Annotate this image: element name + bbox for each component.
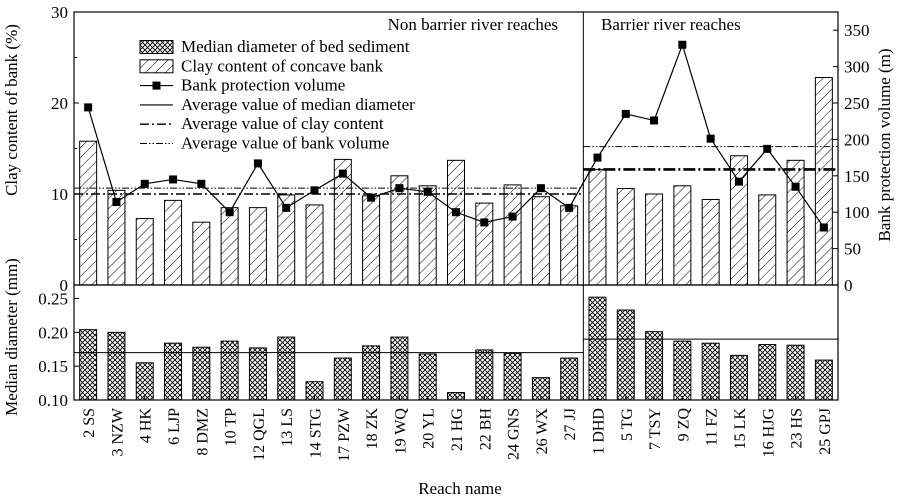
- legend-item: [140, 114, 384, 133]
- median-diameter-bar: [391, 337, 408, 400]
- x-tick-label: 10 TP: [222, 408, 240, 447]
- bank-volume-point: [480, 218, 488, 226]
- clay-bar: [589, 169, 606, 285]
- bank-volume-point: [593, 154, 601, 162]
- clay-bar: [80, 141, 97, 285]
- bank-volume-point: [367, 194, 375, 202]
- bank-volume-point: [395, 184, 403, 192]
- legend-item: [140, 37, 410, 56]
- bank-volume-point: [169, 175, 177, 183]
- left-tick-label: 30: [51, 3, 68, 22]
- bank-volume-point: [678, 41, 686, 49]
- bottom-tick-label: 0.15: [38, 357, 68, 377]
- bank-volume-point: [820, 223, 828, 231]
- clay-bar: [193, 222, 210, 285]
- right-tick-label: 350: [844, 21, 870, 41]
- x-tick-label: 11 FZ: [703, 408, 721, 447]
- clay-bar: [419, 186, 436, 285]
- clay-bar: [646, 194, 663, 285]
- legend-swatch: [140, 41, 173, 54]
- clay-bar: [532, 197, 549, 285]
- bottom-axis-label: Median diameter (mm): [2, 258, 21, 416]
- barrier-group-label: Barrier river reaches: [601, 15, 741, 34]
- bank-volume-point: [537, 184, 545, 192]
- x-tick-label: 21 HG: [449, 408, 466, 452]
- x-axis-label: Reach name: [418, 479, 502, 498]
- clay-bar: [165, 200, 182, 285]
- x-tick-label: 27 JJ: [562, 408, 580, 441]
- clay-bar: [815, 78, 832, 285]
- bank-volume-point: [282, 204, 290, 212]
- right-tick-label: 50: [844, 239, 861, 259]
- x-tick-label: 4 HK: [137, 408, 155, 444]
- x-tick-label: 12 QGL: [250, 408, 268, 461]
- x-tick-label: 7 TSY: [647, 408, 665, 450]
- left-tick-label: 10: [51, 185, 68, 204]
- clay-bar: [674, 186, 691, 285]
- top-right-axis-label: Bank protection volume (m): [875, 48, 894, 242]
- clay-bar: [448, 160, 465, 285]
- right-tick-label: 200: [844, 130, 870, 150]
- median-diameter-bar: [334, 358, 351, 400]
- legend-label: Average value of clay content: [181, 114, 384, 134]
- left-tick-label: 0: [59, 276, 68, 295]
- left-tick-label: 20: [51, 94, 68, 113]
- bank-volume-point: [311, 186, 319, 194]
- x-tick-label: 5 TG: [618, 408, 636, 442]
- median-diameter-bar: [80, 330, 97, 400]
- legend-item: [140, 134, 389, 153]
- right-tick-label: 250: [844, 94, 870, 113]
- bank-volume-point: [763, 145, 771, 153]
- bank-volume-point: [226, 208, 234, 216]
- clay-bar: [391, 176, 408, 285]
- x-tick-label: 8 DMZ: [194, 408, 212, 456]
- legend-label: Median diameter of bed sediment: [181, 37, 410, 56]
- median-diameter-bar: [787, 345, 804, 400]
- legend-item: [140, 95, 415, 114]
- x-tick-label: 14 STG: [307, 408, 325, 459]
- bank-volume-point: [707, 135, 715, 143]
- right-tick-label: 300: [844, 57, 870, 77]
- right-tick-label: 100: [844, 203, 870, 223]
- bottom-left-axis: [38, 290, 79, 410]
- x-tick-label: 25 GPJ: [816, 408, 834, 455]
- median-diameter-bar: [674, 341, 691, 400]
- median-diameter-bar: [702, 343, 719, 400]
- median-diameter-bar: [561, 358, 578, 400]
- median-diameter-bar: [504, 353, 521, 400]
- bank-volume-point: [509, 213, 517, 221]
- median-diameter-bar: [193, 347, 210, 400]
- legend-label: Average value of median diameter: [181, 94, 415, 114]
- median-diameter-bar: [759, 345, 776, 400]
- clay-bar: [702, 199, 719, 285]
- clay-bar: [363, 196, 380, 285]
- x-tick-label: 9 ZQ: [675, 408, 693, 442]
- median-diameter-bar: [617, 310, 634, 400]
- bank-volume-point: [735, 178, 743, 186]
- median-diameter-bar: [278, 337, 295, 400]
- bank-volume-point: [650, 116, 658, 124]
- clay-bar: [306, 205, 323, 285]
- x-tick-label: 24 GNS: [505, 408, 523, 461]
- bank-volume-point: [339, 170, 347, 178]
- x-tick-label: 26 WX: [533, 408, 551, 455]
- bank-volume-point: [565, 204, 573, 212]
- median-diameter-bar: [363, 346, 380, 400]
- bank-volume-point: [84, 103, 92, 111]
- median-diameter-bar: [730, 355, 747, 400]
- legend-swatch: [140, 60, 173, 73]
- clay-bar: [561, 206, 578, 285]
- x-axis-category-labels: [81, 396, 834, 462]
- x-tick-label: 16 HJG: [760, 408, 778, 458]
- x-tick-label: 19 WQ: [392, 408, 410, 455]
- x-tick-label: 15 LK: [731, 408, 749, 450]
- x-tick-label: 2 SS: [81, 408, 99, 438]
- x-tick-label: 17 PZW: [335, 408, 353, 462]
- x-tick-label: 1 DHD: [590, 408, 608, 455]
- clay-bar: [476, 203, 493, 285]
- x-tick-label: 6 LJP: [166, 408, 184, 445]
- median-diameter-bar: [815, 360, 832, 400]
- x-tick-label: 3 NZW: [109, 408, 127, 457]
- median-diameter-bar: [136, 363, 153, 400]
- legend-item: [140, 76, 345, 95]
- right-tick-label: 150: [844, 166, 870, 186]
- bank-volume-point: [112, 198, 120, 206]
- clay-bar: [136, 219, 153, 285]
- legend: [140, 37, 415, 153]
- clay-bar: [759, 195, 776, 285]
- median-diameter-bar: [419, 354, 436, 400]
- x-tick-label: 22 BH: [477, 408, 495, 451]
- median-diameter-bar: [221, 341, 238, 400]
- top-left-axis: [51, 0, 79, 295]
- median-diameter-bar: [646, 332, 663, 400]
- top-panel: [2, 0, 894, 295]
- legend-item: [140, 56, 384, 75]
- right-tick-label: 0: [844, 276, 853, 295]
- top-left-axis-label: Clay content of bank (%): [2, 24, 21, 196]
- bank-volume-point: [197, 180, 205, 188]
- clay-bar: [504, 185, 521, 285]
- median-diameter-bar: [476, 350, 493, 400]
- x-tick-label: 13 LS: [279, 408, 297, 447]
- clay-bar: [249, 208, 266, 285]
- median-diameter-bar: [589, 297, 606, 400]
- bank-volume-point: [254, 159, 262, 167]
- bottom-tick-label: 0.25: [38, 289, 68, 309]
- bank-volume-point: [452, 208, 460, 216]
- legend-marker: [153, 82, 161, 90]
- bottom-tick-label: 0.20: [38, 323, 68, 343]
- bottom-tick-label: 0.10: [38, 391, 68, 410]
- median-diameter-bar: [249, 348, 266, 400]
- median-diameter-bars: [80, 297, 833, 400]
- bank-volume-point: [792, 183, 800, 191]
- bank-volume-point: [622, 110, 630, 118]
- clay-bar: [617, 189, 634, 285]
- legend-label: Average value of bank volume: [181, 133, 390, 153]
- legend-label: Clay content of concave bank: [181, 56, 384, 76]
- bottom-plot-frame: [74, 285, 838, 400]
- median-diameter-bar: [108, 332, 125, 400]
- x-tick-label: 23 HS: [788, 408, 806, 449]
- legend-label: Bank protection volume: [181, 75, 346, 95]
- x-tick-label: 18 ZK: [364, 408, 382, 450]
- bank-volume-point: [141, 180, 149, 188]
- bottom-average-lines: [74, 339, 838, 353]
- bank-volume-point: [424, 188, 432, 196]
- x-tick-label: 20 YL: [420, 408, 438, 449]
- non-barrier-group-label: Non barrier river reaches: [387, 15, 558, 34]
- clay-bar: [221, 208, 238, 285]
- median-diameter-bar: [165, 343, 182, 400]
